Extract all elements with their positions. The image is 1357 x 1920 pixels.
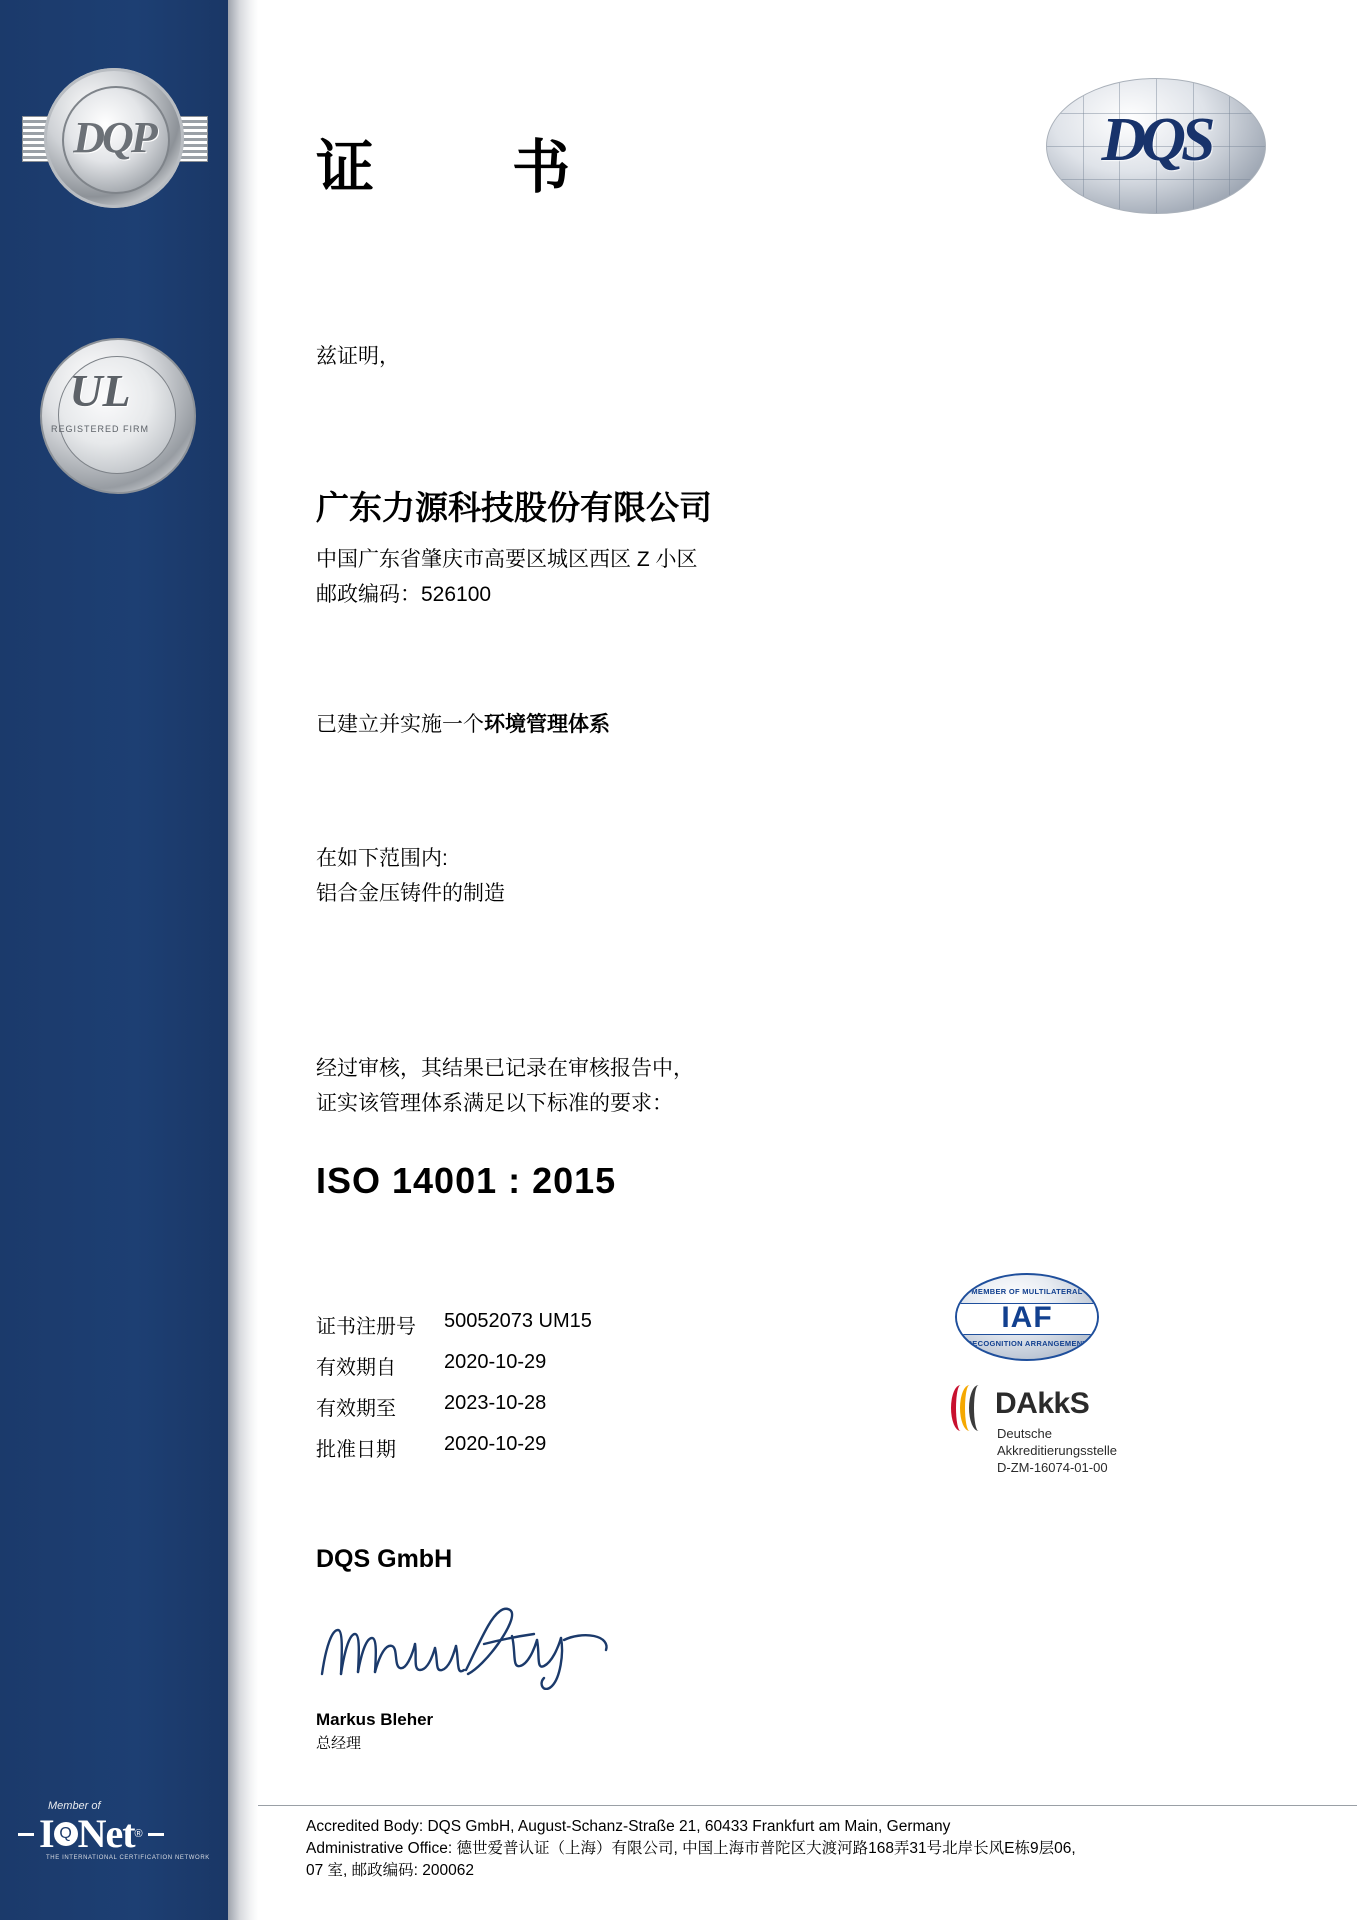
footer-line-accredited-body: Accredited Body: DQS GmbH, August-Schanz-Straße 21, 60433 Frankfurt am Main, Germany [306, 1818, 951, 1835]
detail-label: 证书注册号 [316, 1316, 416, 1338]
dakks-arc-black [969, 1385, 988, 1431]
left-decorative-band [0, 0, 228, 1920]
standard-name: ISO 14001 : 2015 [316, 1160, 617, 1201]
company-address-line1: 中国广东省肇庆市高要区城区西区 Z 小区 [316, 548, 698, 571]
issuer-name: DQS GmbH [316, 1545, 453, 1573]
iqnet-bar-right [148, 1833, 164, 1836]
implemented-system-name: 环境管理体系 [484, 713, 610, 736]
iqnet-name-left: I [39, 1811, 54, 1856]
company-postal-code: 邮政编码：526100 [316, 583, 492, 606]
detail-label: 批准日期 [316, 1439, 396, 1461]
dqs-globe-label: DQS [1101, 106, 1211, 174]
detail-label: 有效期自 [316, 1357, 396, 1379]
scope-text: 铝合金压铸件的制造 [316, 882, 505, 905]
page-title: 证 书 [316, 135, 611, 200]
iaf-top-text: MEMBER OF MULTILATERAL [971, 1287, 1083, 1296]
detail-value: 2023-10-28 [444, 1392, 547, 1414]
hereby-text: 兹证明， [316, 345, 400, 368]
table-row [316, 1351, 592, 1380]
detail-value: 50052073 UM15 [444, 1310, 592, 1332]
audit-statement-line1: 经过审核，其结果已记录在审核报告中， [316, 1057, 694, 1080]
ul-logo-mark: UL [69, 365, 131, 416]
iqnet-name-right: Net [77, 1811, 135, 1856]
management-system-statement [316, 708, 610, 738]
iqnet-tagline: THE INTERNATIONAL CERTIFICATION NETWORK [46, 1855, 210, 1861]
dakks-arcs-icon [951, 1385, 991, 1433]
iaf-logo [955, 1273, 1099, 1361]
certificate-details-table [316, 1310, 592, 1474]
iqnet-logo [18, 1800, 214, 1870]
ul-registered-firm-logo [40, 338, 196, 494]
dakks-sub-line3: D-ZM-16074-01-00 [997, 1460, 1108, 1475]
footer-line-admin-office: Administrative Office: 德世爱普认证（上海）有限公司, 中国上海市普陀区大渡河路168弄31号北岸长风E栋9层06, [306, 1840, 1076, 1857]
detail-value: 2020-10-29 [444, 1433, 547, 1455]
detail-label: 有效期至 [316, 1398, 396, 1420]
table-row [316, 1392, 592, 1421]
dqs-seal-label: DQP [73, 113, 155, 162]
dqs-seal-logo [22, 68, 206, 238]
certificate-content [258, 0, 1357, 1920]
band-edge-gradient [228, 0, 258, 1920]
scope-label: 在如下范围内: [316, 847, 448, 870]
iqnet-logo-row [18, 1811, 214, 1856]
iqnet-globe-icon: Q [54, 1822, 78, 1846]
ul-logo-registered-text: REGISTERED FIRM [50, 424, 149, 434]
certificate-footer [258, 1805, 1357, 1882]
implemented-prefix: 已建立并实施一个 [316, 713, 484, 736]
table-row [316, 1433, 592, 1462]
dakks-subtitle [997, 1425, 1117, 1476]
signature-svg [316, 1600, 616, 1690]
iqnet-bar-left [18, 1833, 34, 1836]
footer-line-admin-office-cont: 07 室, 邮政编码: 200062 [306, 1862, 474, 1879]
signatory-name: Markus Bleher [316, 1710, 434, 1729]
signature-image [316, 1600, 616, 1690]
dakks-sub-line2: Akkreditierungsstelle [997, 1443, 1117, 1458]
iqnet-registered-symbol: ® [134, 1828, 143, 1840]
audit-statement-line2: 证实该管理体系满足以下标准的要求： [316, 1092, 673, 1115]
dakks-sub-line1: Deutsche [997, 1426, 1052, 1441]
company-name: 广东力源科技股份有限公司 [316, 489, 712, 526]
detail-value: 2020-10-29 [444, 1351, 547, 1373]
dakks-name: DAkkS [995, 1387, 1090, 1420]
iaf-center-text: IAF [1001, 1301, 1053, 1334]
iaf-bottom-text: RECOGNITION ARRANGEMENT [966, 1339, 1088, 1348]
table-row [316, 1310, 592, 1339]
dakks-logo [951, 1383, 1181, 1475]
iqnet-member-label: Member of [48, 1800, 101, 1812]
signatory-role: 总经理 [316, 1735, 362, 1752]
